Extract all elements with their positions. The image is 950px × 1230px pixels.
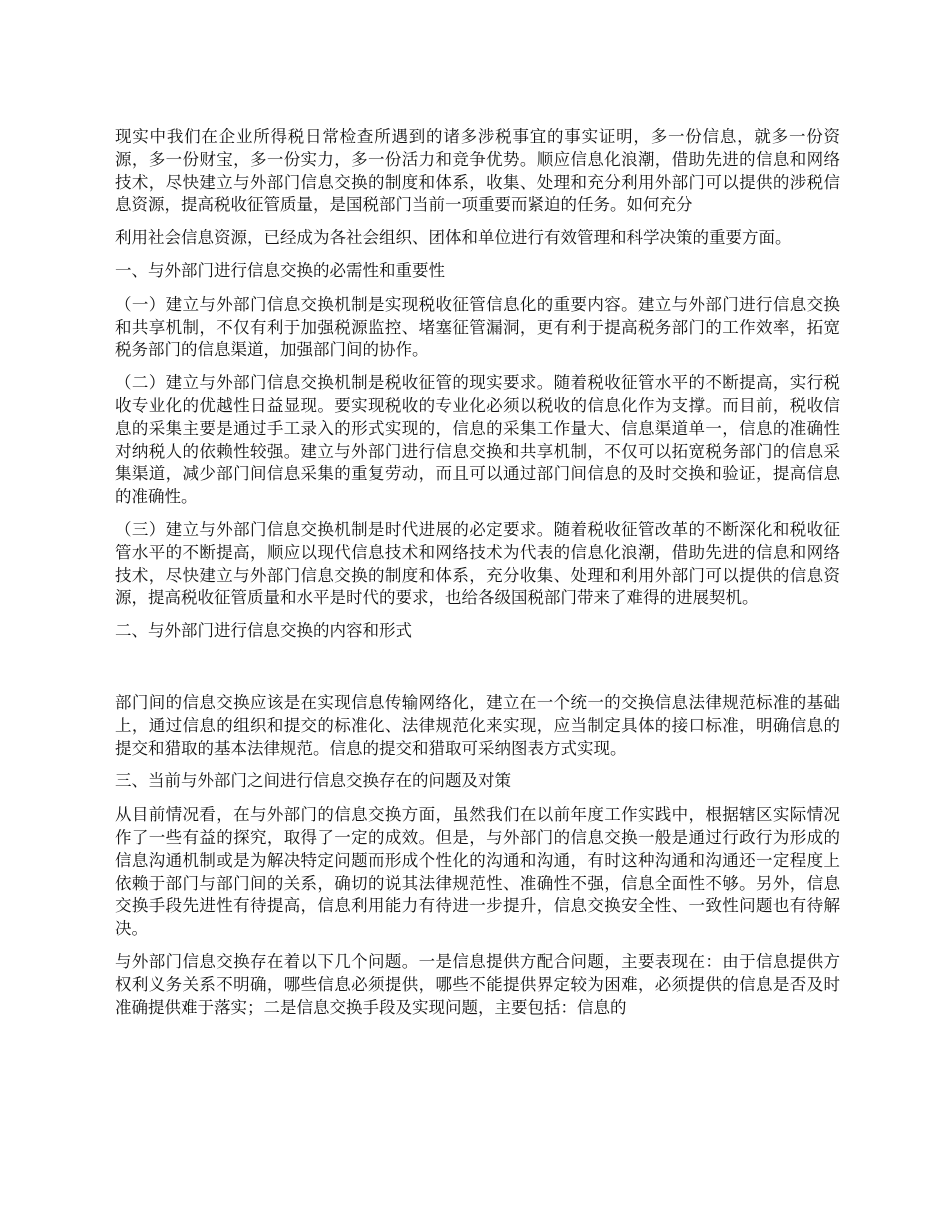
paragraph-social-resources: 利用社会信息资源，已经成为各社会组织、团体和单位进行有效管理和科学决策的重要方面。: [115, 228, 792, 248]
section-heading-1: 一、与外部门进行信息交换的必需性和重要性: [115, 260, 445, 280]
document-body: [115, 126, 840, 1029]
paragraph-exchange-form: 部门间的信息交换应该是在实现信息传输网络化，建立在一个统一的交换信息法律规范标准的基础上，通过信息的组织和提交的标准化、法律规范化来实现，应当制定具体的接口标准，明确信息的提交和猎取的基本法律规范。信息的提交和猎取可采纳图表方式实现。: [115, 692, 840, 758]
paragraph-current-situation: 从目前情况看，在与外部门的信息交换方面，虽然我们在以前年度工作实践中，根据辖区实际情况作了一些有益的探究，取得了一定的成效。但是，与外部门的信息交换一般是通过行政行为形成的信息沟通机制或是为解决特定问题而形成个性化的沟通和沟通，有时这种沟通和沟通还一定程度上依赖于部门与部门间的关系，确切的说其法律规范性、准确性不强，信息全面性不够。另外，信息交换手段先进性有待提高，信息利用能力有待进一步提升，信息交换安全性、一致性问题也有待解决。: [115, 805, 840, 939]
paragraph-intro: 现实中我们在企业所得税日常检查所遇到的诸多涉税事宜的事实证明，多一份信息，就多一份资源，多一份财宝，多一份实力，多一份活力和竞争优势。顺应信息化浪潮，借助先进的信息和网络技术，尽快建立与外部门信息交换的制度和体系，收集、处理和充分利用外部门可以提供的涉税信息资源，提高税收征管质量，是国税部门当前一项重要而紧迫的任务。如何充分: [115, 127, 840, 215]
paragraph-point-3: （三）建立与外部门信息交换机制是时代进展的必定要求。随着税收征管改革的不断深化和税收征管水平的不断提高，顺应以现代信息技术和网络技术为代表的信息化浪潮，借助先进的信息和网络技术，尽快建立与外部门信息交换的制度和体系，充分收集、处理和利用外部门可以提供的信息资源，提高税收征管质量和水平是时代的要求，也给各级国税部门带来了难得的进展契机。: [115, 519, 840, 608]
paragraph-point-1: （一）建立与外部门信息交换机制是实现税收征管信息化的重要内容。建立与外部门进行信息交换和共享机制，不仅有利于加强税源监控、堵塞征管漏洞，更有利于提高税务部门的工作效率，拓宽税务部门的信息渠道，加强部门间的协作。: [115, 294, 840, 360]
section-heading-2: 二、与外部门进行信息交换的内容和形式: [115, 621, 412, 641]
paragraph-point-2: （二）建立与外部门信息交换机制是税收征管的现实要求。随着税收征管水平的不断提高，实行税收专业化的优越性日益显现。要实现税收的专业化必须以税收的信息化作为支撑。而目前，税收信息的采集主要是通过手工录入的形式实现的，信息的采集工作量大、信息渠道单一，信息的准确性对纳税人的依赖性较强。建立与外部门进行信息交换和共享机制，不仅可以拓宽税务部门的信息采集渠道，减少部门间信息采集的重复劳动，而且可以通过部门间信息的及时交换和验证，提高信息的准确性。: [115, 373, 840, 507]
section-heading-3: 三、当前与外部门之间进行信息交换存在的问题及对策: [115, 771, 511, 791]
paragraph-problems: 与外部门信息交换存在着以下几个问题。一是信息提供方配合问题，主要表现在：由于信息提供方权利义务关系不明确，哪些信息必须提供，哪些不能提供界定较为困难，必须提供的信息是否及时准确提供难于落实；二是信息交换手段及实现问题，主要包括：信息的: [115, 951, 840, 1017]
